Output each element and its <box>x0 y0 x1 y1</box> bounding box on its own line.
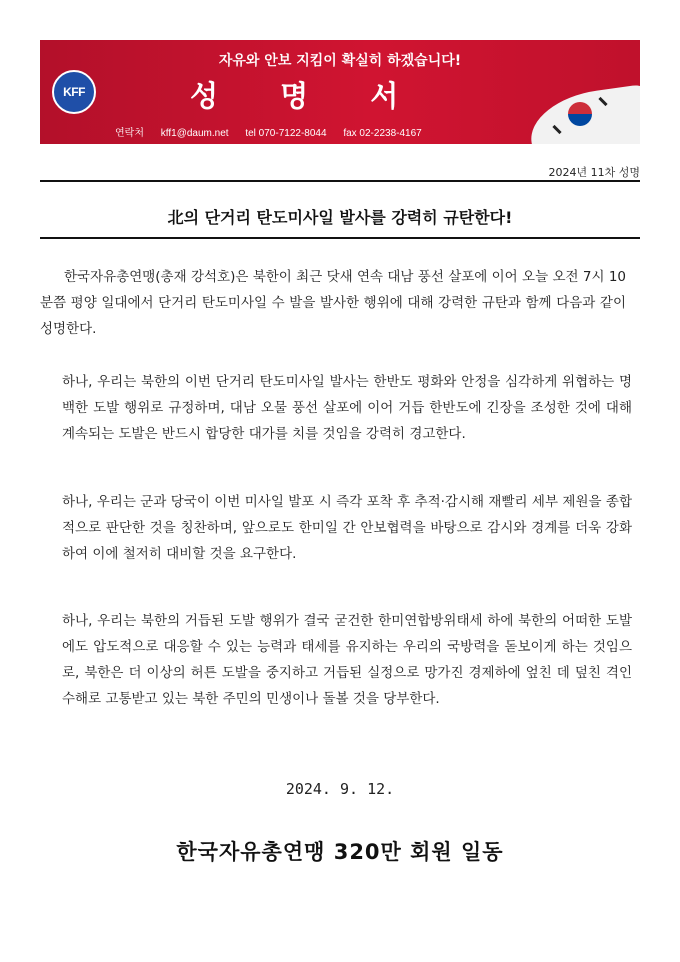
intro-paragraph: 한국자유총연맹(총재 강석호)은 북한이 최근 닷새 연속 대남 풍선 살포에 이어 오늘 오전 7시 10분쯤 평양 일대에서 단거리 탄도미사일 수 발을 발사한 행위에 대해 강력한 규탄과 함께 다음과 같이 성명한다. <box>40 269 626 337</box>
top-divider <box>40 180 640 182</box>
kff-logo <box>52 70 96 114</box>
point-paragraph: 하나, 우리는 북한의 거듭된 도발 행위가 결국 굳건한 한미연합방위태세 하에 북한의 어떠한 도발에도 압도적으로 대응할 수 있는 능력과 태세를 유지하는 우리의 국방력을 돋보이게 하는 것임으로, 북한은 더 이상의 허튼 도발을 중지하고 거듭된 실정으로 망가진 경제하에 엎친 데 덮친 격인 수해로 고통받고 있는 북한 주민의 민생이나 돌볼 것을 당부한다. <box>62 613 632 707</box>
taegeuk-icon <box>568 102 592 126</box>
statement-date: 2024. 9. 12. <box>285 780 395 798</box>
banner-slogan: 자유와 안보 지킴이 확실히 하겠습니다! <box>218 53 462 69</box>
document-title: 성 명 서 <box>190 79 425 113</box>
signature: 한국자유총연맹 320만 회원 일동 <box>176 840 504 864</box>
contact-email: kff1@daum.net <box>160 128 229 139</box>
header-banner <box>40 40 640 144</box>
point-paragraph: 하나, 우리는 군과 당국이 이번 미사일 발포 시 즉각 포착 후 추적·감시해 재빨리 세부 제원을 종합적으로 판단한 것을 칭찬하며, 앞으로도 한미일 간 안보협력을 바탕으로 감시와 경계를 더욱 강화하여 이에 철저히 대비할 것을 요구한다. <box>62 494 632 562</box>
issue-number: 2024년 11차 성명 <box>548 166 640 179</box>
headline: 北의 단거리 탄도미사일 발사를 강력히 규탄한다! <box>167 208 513 227</box>
logo-text: KFF <box>63 85 85 99</box>
headline-divider <box>40 237 640 239</box>
contact-tel: tel 070-7122-8044 <box>245 128 327 139</box>
contact-fax: fax 02-2238-4167 <box>343 128 422 139</box>
contact-label: 연락처 <box>115 128 144 139</box>
point-paragraph: 하나, 우리는 북한의 이번 단거리 탄도미사일 발사는 한반도 평화와 안정을 심각하게 위협하는 명백한 도발 행위로 규정하며, 대남 오물 풍선 살포에 이어 거듭 한반도에 긴장을 조성한 것에 대해 계속되는 도발은 반드시 합당한 대가를 치를 것임을 강력히 경고한다. <box>62 374 632 442</box>
contact-line <box>115 124 436 139</box>
